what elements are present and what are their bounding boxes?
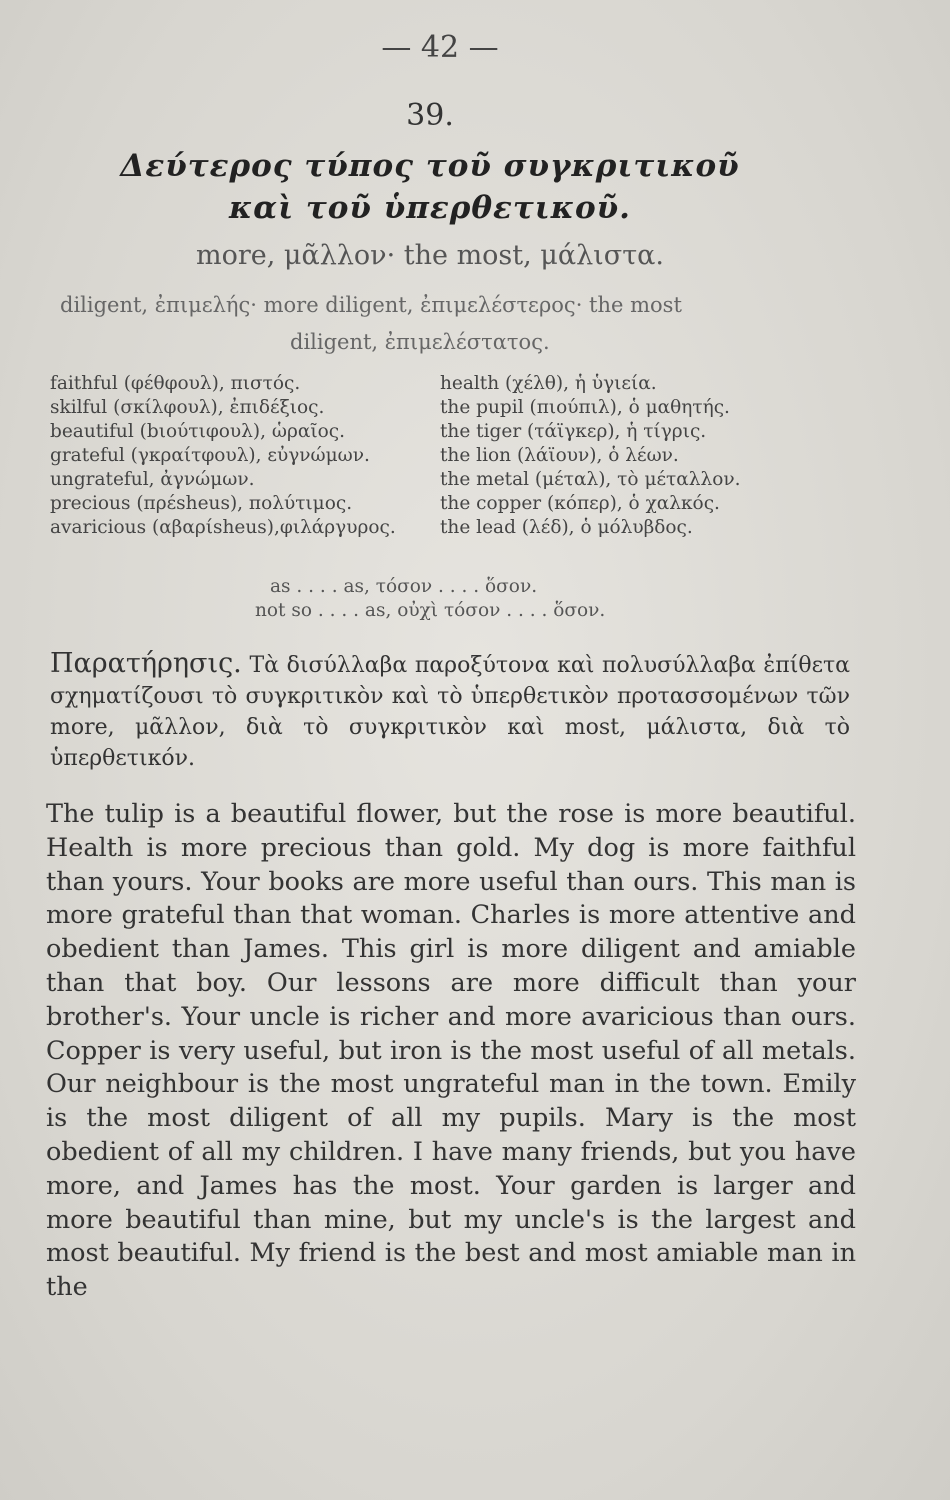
not-so-as-line: not so . . . . as, οὐχὶ τόσον . . . . ὅσον. — [255, 600, 606, 621]
grammar-note — [50, 648, 850, 774]
vocab-item: beautiful (bιούτιφουλ), ὡραῖος. — [50, 421, 345, 442]
vocab-item: grateful (γκραίτφουλ), εὐγνώμων. — [50, 445, 370, 466]
note-text: Τὰ δισύλλαβα παροξύτονα καὶ πολυσύλλαβα ἐπίθετα σχηματίζουσι τὸ συγκριτικὸν καὶ τὸ ὑπερθετικὸν προτασσομένων τῶν more, μᾶλλον, διὰ τὸ συγκριτικὸν καὶ most, μάλιστα, διὰ τὸ ὑπερθετικόν. — [50, 653, 850, 771]
vocab-item: precious (πρέsheus), πολύτιμος. — [50, 493, 353, 514]
section-title-line-2: καὶ τοῦ ὑπερθετικοῦ. — [229, 190, 631, 226]
as-as-line: as . . . . as, τόσον . . . . ὅσον. — [270, 576, 538, 597]
example-line-2: diligent, ἐπιμελέστατος. — [290, 330, 550, 354]
note-lead: Παρατήρησις. — [50, 648, 242, 679]
section-title-line-1: Δεύτερος τύπος τοῦ συγκριτικοῦ — [120, 148, 740, 184]
page-number: — 42 — — [381, 30, 499, 65]
vocabulary-left-column — [50, 372, 450, 540]
vocab-item: the metal (μέταλ), τὸ μέταλλον. — [440, 469, 741, 490]
vocab-item: the tiger (τάϊγκερ), ἡ τίγρις. — [440, 421, 707, 442]
example-line-1: diligent, ἐπιμελής· more diligent, ἐπιμελέστερος· the most — [60, 293, 682, 317]
vocab-item: avaricious (αβαρίsheus),φιλάργυρος. — [50, 517, 396, 538]
vocab-item: the lion (λάϊουν), ὁ λέων. — [440, 445, 679, 466]
vocabulary-right-column — [440, 372, 860, 540]
vocab-item: the pupil (πιούπιλ), ὁ μαθητής. — [440, 397, 730, 418]
vocab-item: skilful (σκίλφουλ), ἐπιδέξιος. — [50, 397, 325, 418]
exercise-text: The tulip is a beautiful flower, but the rose is more beautiful. Health is more precious than gold. My dog is more faithful than yours. Your books are more useful than ours. This man is more grateful than that woman. Charles is more attentive and obedient than James. This girl is more diligent and amiable than that boy. Our lessons are more difficult than your brother's. Your uncle is richer and more avaricious than ours. Copper is very useful, but iron is the most useful of all metals. Our neighbour is the most ungrateful man in the town. Emily is the most diligent of all my pupils. Mary is the most obedient of all my children. I have many friends, but you have more, and James has the most. Your garden is larger and more beautiful than mine, but my uncle's is the largest and most beautiful. My friend is the best and most amiable man in the — [46, 799, 856, 1303]
vocab-item: ungrateful, ἀγνώμων. — [50, 469, 255, 490]
intro-line: more, μᾶλλον· the most, μάλιστα. — [196, 240, 664, 271]
section-number: 39. — [406, 98, 454, 133]
vocab-item: faithful (φέθφουλ), πιστός. — [50, 373, 301, 394]
vocab-item: the copper (κόπερ), ὁ χαλκός. — [440, 493, 720, 514]
vocab-item: health (χέλθ), ἡ ὑγιεία. — [440, 373, 657, 394]
vocab-item: the lead (λέδ), ὁ μόλυβδος. — [440, 517, 693, 538]
